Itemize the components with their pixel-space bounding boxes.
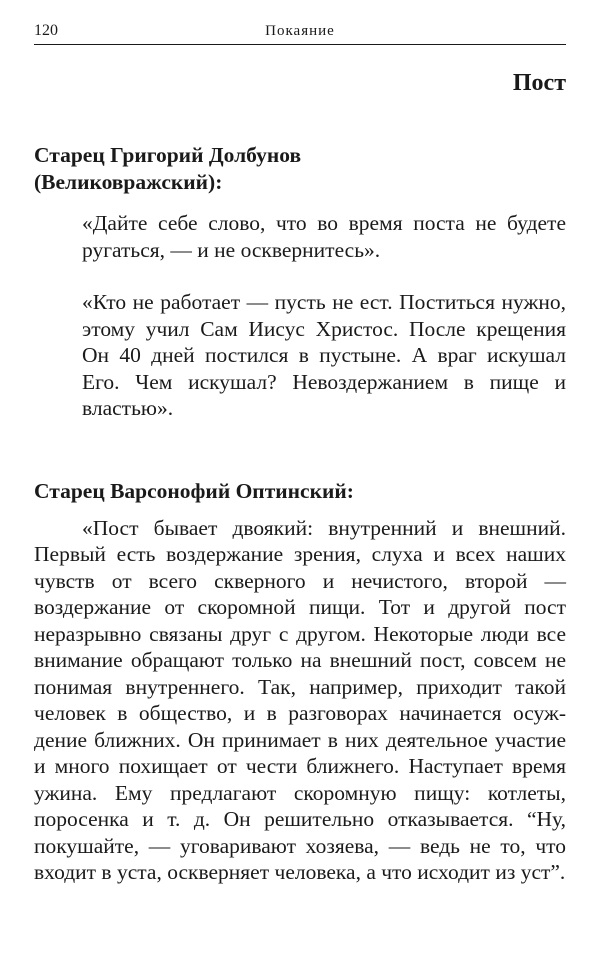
entry-1-author: Старец Григорий Долбунов (Великовражский): [34, 143, 302, 194]
entry-1-quote-2: «Кто не работает — пусть не ест. Поститься нужно, этому учил Сам Иисус Христос. После крещения Он 40 дней постился в пустыне. А враг искушал Его. Чем искушал? Невоздержанием в пище и властью». [82, 290, 566, 420]
section-title: Пост [512, 70, 566, 96]
entry-2 [34, 478, 566, 886]
entry-1 [34, 142, 566, 422]
entry-2-author: Старец Варсонофий Оптинский: [34, 479, 354, 503]
page-number: 120 [34, 22, 58, 39]
running-title: Покаяние [265, 23, 335, 39]
entry-2-quote-1: «Пост бывает двоякий: внутренний и внешний. Первый есть воздержание зрения, слуха и всех наших чувств от всего скверного и нечистого, второй — воздержание от скоромной пищи. Тот и другой пост неразрывно связаны друг с другом. Некоторые люди все внимание обращают только на внешний пост, совсем не понимая внутреннего. Так, например, приходит такой человек в общество, и в разговорах начинается осуждение ближних. Он принимает в них деятельное участие и много похищает от чести ближнего. Наступает время ужина. Ему предлагают скоромную пищу: котлеты, поросенка и т. д. Он решительно отказывается. “Ну, покушайте, — уговаривают хозяева, — ведь не то, что входит в уста, оскверняет человека, а что исходит из уст”. [34, 515, 566, 884]
entry-1-quote-1: «Дайте себе слово, что во время поста не будете ругаться, — и не осквернитесь». [82, 211, 566, 262]
running-head [34, 20, 566, 45]
